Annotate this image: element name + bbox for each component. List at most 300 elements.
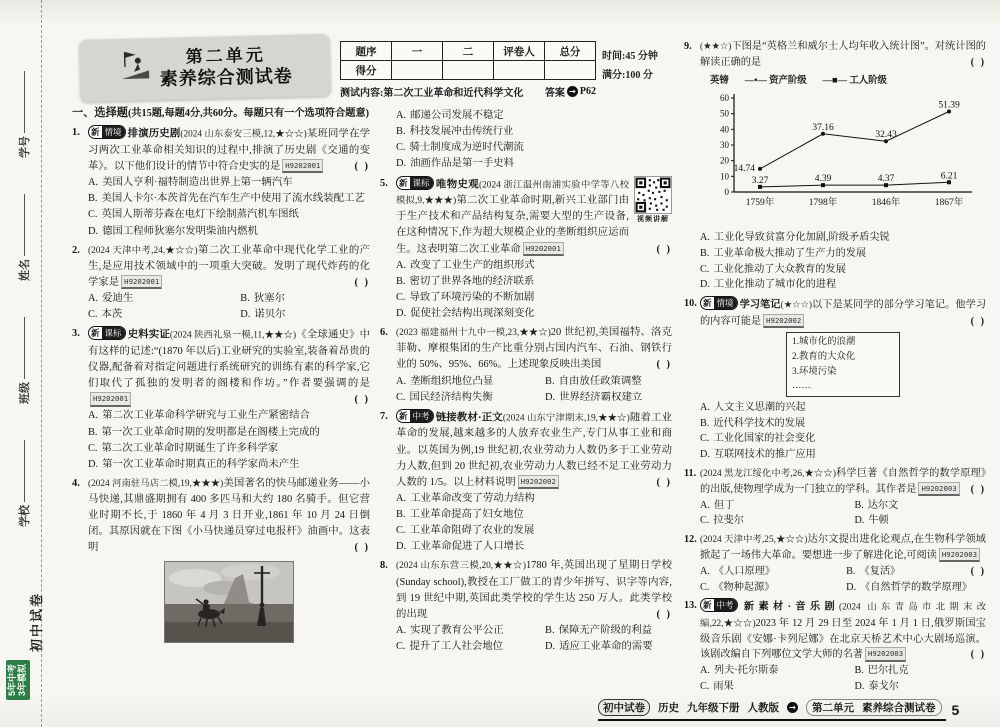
option-text: 改变了工业生产的组织形式 — [410, 259, 535, 271]
option-item — [396, 491, 672, 507]
option-item — [545, 374, 672, 390]
question-stem-text: 第二次工业革命时期,新兴工业部门由于生产技术和产品结构复杂,需要大型的生产设备,在这种情况下,作为超大规模企业的垄断组织应运而生。这表明第二次工业革命 — [396, 195, 629, 255]
question-body — [396, 558, 672, 655]
answer-bracket: ( ) — [970, 56, 986, 68]
option-item — [88, 408, 370, 424]
series-资产阶级 — [760, 112, 949, 169]
answer-bracket: ( ) — [354, 542, 370, 554]
option-text: 工业革命极大推动了生产力的发展 — [713, 247, 867, 259]
option-text: 保障无产阶级的利益 — [558, 624, 653, 636]
option-item — [396, 156, 672, 172]
option-text: 《物种起源》 — [713, 581, 775, 593]
option-text: 但丁 — [713, 499, 735, 511]
option-text: 油画作品是第一手史料 — [410, 158, 515, 170]
option-text: 邮递公司发展不稳定 — [410, 110, 504, 121]
option-label: A. — [700, 499, 710, 511]
question-stem-text: 达尔文提出进化论观点,在生物科学领域掀起了一场伟大革命。要想进一步了解进化论,可阅读 — [700, 534, 986, 562]
brand-line1: 5年中考 — [7, 663, 17, 696]
option-text: 第二次工业革命时期诞生了许多科学家 — [101, 442, 279, 454]
question-code-chip: H9202001 — [90, 392, 131, 406]
question-number: 3. — [72, 328, 80, 340]
question-stem — [88, 125, 370, 175]
svg-text:20: 20 — [720, 155, 729, 166]
question-number: 9. — [684, 41, 692, 52]
tag-badge-label: 中考 — [714, 599, 737, 611]
footer-edition: 人教版 — [747, 703, 779, 714]
option-label: C. — [88, 442, 98, 454]
chart-legend — [710, 74, 986, 89]
option-label: C. — [700, 515, 710, 527]
option-item — [396, 639, 545, 655]
option-text: 狄塞尔 — [253, 293, 285, 305]
option-label: C. — [396, 291, 406, 303]
unit-title-line1: 第二单元 — [185, 45, 266, 67]
option-item — [700, 246, 986, 262]
option-item — [700, 400, 986, 416]
question-source: (2024 陕西礼泉一模,11,★★☆) — [169, 330, 297, 341]
option-text: 拉斐尔 — [713, 515, 744, 527]
option-item — [88, 425, 370, 441]
option-label: D. — [854, 515, 865, 527]
option-label: C. — [700, 581, 710, 593]
question-number: 11. — [684, 467, 697, 479]
answer-bracket: ( ) — [354, 161, 370, 173]
tag-badge-label: 情境 — [714, 297, 737, 309]
option-label: B. — [396, 509, 406, 520]
option-label: C. — [396, 525, 406, 537]
question-stem — [396, 325, 672, 373]
question-item — [72, 243, 370, 324]
name-blank — [24, 194, 25, 256]
school-blank — [24, 440, 25, 502]
option-text: 工业化推动了城市化的进程 — [713, 279, 837, 291]
score-blank-cell — [443, 61, 494, 80]
column-3 — [684, 36, 986, 704]
banner-illustration-icon — [117, 48, 152, 92]
option-text: 人文主义思潮的兴起 — [713, 401, 806, 413]
option-item — [846, 580, 971, 596]
question-stem-text: 科学巨著《自然哲学的数学原理》的出版,使物理学成为一门独立的学科。其作者是 — [700, 467, 986, 495]
answer-bracket: ( ) — [354, 394, 370, 406]
tag-badge-label: 课标 — [102, 327, 125, 339]
unit-title-line2: 素养综合测试卷 — [159, 66, 293, 90]
tag-badge-prefix: 新 — [703, 298, 712, 309]
options-list — [396, 491, 672, 556]
content-note: 测试内容:第二次工业革命和近代科学文化 — [340, 88, 524, 99]
option-label: C. — [88, 309, 98, 321]
svg-text:51.39: 51.39 — [938, 100, 960, 111]
options-list — [396, 374, 672, 406]
option-item — [700, 262, 986, 278]
option-label: D. — [88, 458, 99, 470]
options-list — [88, 408, 370, 473]
question-item — [72, 326, 370, 473]
note-line: 3.环境污染 — [792, 366, 837, 377]
svg-text:6.21: 6.21 — [940, 171, 958, 182]
option-item — [396, 108, 672, 124]
tag-badge — [396, 409, 434, 423]
option-item — [88, 207, 370, 223]
question-number: 2. — [72, 244, 80, 256]
section-desc: (共15题,每题4分,共60分。每题只有一个选项符合题意) — [127, 108, 370, 119]
question-source: (★★☆) — [700, 42, 732, 52]
option-label: A. — [88, 293, 99, 305]
question-body — [88, 125, 370, 239]
question-item — [380, 409, 672, 556]
question-topic: 链接教材·正文 — [435, 412, 503, 424]
question-stem — [396, 176, 672, 258]
question-topic: 史料实证 — [127, 329, 170, 341]
question-topic: 排演历史剧 — [127, 128, 181, 140]
question-stem-text: 《全球通史》中有这样的记述:“(1870 年以后)工业研究的实验室,装备着昂贵的仪器,配备着对指定问题进行系统研究的训练有素的科学家,它们取代了孤独的发明者的阁楼和作坊。”作者要强调的是 — [88, 329, 370, 390]
score-header-cell: 总分 — [545, 42, 596, 61]
option-text: 第一次工业革命时期的发明都是在阁楼上完成的 — [101, 426, 320, 438]
option-item — [396, 124, 672, 140]
option-label: D. — [396, 158, 407, 170]
option-item — [854, 513, 986, 529]
qr-code — [634, 176, 672, 214]
question-code-chip: H9202003 — [865, 647, 906, 661]
question-topic: 新素材·音乐剧 — [739, 601, 839, 613]
option-label: B. — [545, 624, 555, 636]
option-item — [396, 523, 672, 539]
option-label: C. — [700, 433, 710, 445]
answer-label: 答案 — [544, 88, 565, 99]
options-list — [700, 400, 986, 463]
question-body — [396, 176, 672, 323]
option-item — [854, 663, 986, 679]
question-body — [88, 326, 370, 473]
option-text: 雨果 — [713, 681, 734, 693]
option-item — [545, 623, 672, 639]
option-text: 牛顿 — [868, 515, 889, 527]
option-item — [396, 390, 545, 406]
question-number: 5. — [380, 177, 388, 189]
question-stem — [396, 409, 672, 491]
footer-unit-pill — [806, 699, 942, 716]
tag-badge-label: 中考 — [410, 410, 433, 422]
option-item — [396, 623, 545, 639]
brand-logo-53 — [6, 660, 30, 700]
question-body — [700, 598, 986, 694]
option-text: 工业革命改变了劳动力结构 — [410, 492, 535, 504]
school-label: 学校 — [19, 505, 31, 527]
option-label: A. — [88, 177, 99, 189]
option-text: 列夫·托尔斯泰 — [713, 665, 779, 677]
tag-badge-prefix: 新 — [703, 600, 712, 611]
unit-title — [159, 44, 293, 91]
question-body — [396, 325, 672, 406]
time-box — [602, 47, 682, 85]
options-list — [88, 175, 370, 240]
options-list — [396, 258, 672, 323]
option-text: 科技发展冲击传统行业 — [409, 126, 514, 138]
option-label: B. — [88, 193, 98, 205]
brand-line2: 3年模拟 — [16, 663, 27, 696]
tag-badge — [396, 176, 434, 190]
option-text: 密切了世界各地的经济联系 — [409, 275, 535, 287]
option-label: B. — [700, 417, 710, 429]
question-item — [380, 176, 672, 323]
legend-item: —•— 资产阶级 — [744, 75, 807, 86]
option-item — [88, 307, 240, 323]
svg-text:30: 30 — [720, 140, 729, 151]
question-source: (2024 河南驻马店二模,19,★★★) — [88, 478, 224, 489]
option-item — [88, 191, 370, 207]
question-body — [88, 243, 370, 324]
question-stem-text: 1780 年,英国出现了星期日学校(Sunday school),教授在工厂做工的青少年拼写、识字等内容,到 19 世纪中期,英国此类学校的学生达 250 万人。此类学校的出现 — [396, 560, 672, 620]
option-text: 德国工程师狄塞尔发明柴油内燃机 — [102, 225, 258, 237]
question-number: 6. — [380, 327, 388, 339]
option-item — [545, 639, 672, 655]
tag-badge-label: 情境 — [102, 126, 125, 138]
question-source: (2024 山东东营三模,20,★★☆) — [396, 561, 526, 572]
question-stem — [88, 476, 370, 557]
svg-text:3.27: 3.27 — [751, 176, 769, 187]
question-body — [700, 532, 986, 595]
svg-text:14.74: 14.74 — [733, 164, 755, 175]
name-field — [16, 194, 32, 281]
question-stem-text: 美国著名的快马邮递业务——小马快递,其鼎盛期拥有 400 多匹马和大约 180 名骑手。但它营业时期不长,于 1860 年 4 月 3 日开业,1861 年 10 月 24 日倒闭。其原因就在下图《小马快递员穿过电报杆》油画中。这表明 — [88, 477, 370, 554]
question-stem-text: 第二次工业革命中现代化学工业的产生,是应用技术领域中的一项重大突破。发明了现代炸药的化学家是 — [88, 244, 370, 288]
question-stem-text: 以下是某同学的部分学习笔记。他学习的内容可能是 — [700, 299, 986, 327]
svg-text:1759年: 1759年 — [745, 198, 775, 209]
option-text: 《人口原理》 — [713, 565, 776, 577]
option-item — [88, 441, 370, 457]
question-item — [72, 125, 370, 239]
column-1 — [72, 105, 370, 703]
answer-bracket: ( ) — [656, 359, 672, 371]
option-text: 垄断组织地位凸显 — [410, 375, 494, 387]
question-code-chip: H9202003 — [939, 548, 980, 562]
unit-title-banner — [79, 34, 330, 102]
option-label: A. — [700, 232, 710, 244]
svg-text:37.16: 37.16 — [812, 122, 834, 133]
option-label: C. — [396, 391, 406, 403]
page-footer — [598, 699, 994, 721]
question-topic: 学习笔记 — [739, 299, 781, 311]
option-item — [88, 224, 370, 240]
question-item — [684, 532, 986, 595]
option-item — [545, 390, 672, 406]
option-item — [700, 498, 854, 514]
note-line: 1.城市化的浪潮 — [792, 337, 856, 348]
score-blank-cell — [494, 61, 545, 80]
question-stem — [396, 558, 672, 623]
option-text: 泰戈尔 — [868, 681, 899, 693]
option-item — [700, 513, 854, 529]
option-item — [240, 291, 370, 307]
svg-text:60: 60 — [720, 93, 729, 104]
tag-badge-prefix: 新 — [399, 410, 408, 421]
option-label: D. — [240, 309, 251, 321]
score-blank-cell — [545, 61, 596, 80]
tag-badge — [88, 125, 126, 139]
tag-badge — [700, 296, 738, 310]
question-number: 7. — [380, 410, 388, 422]
question-code-chip: H9202002 — [763, 314, 804, 328]
option-item — [88, 291, 240, 307]
question-stem-text: 20 世纪初,美国福特、洛克菲勒、摩根集团的生产比重分别占国内汽车、石油、钢铁行业的 50%、95%、66%。上述现象反映出美国 — [396, 327, 672, 371]
question-code-chip: H9202003 — [918, 482, 959, 496]
question-number: 10. — [684, 298, 697, 310]
option-text: 骑士制度成为逆时代潮流 — [409, 142, 524, 154]
pony-express-painting — [164, 561, 294, 643]
question-item — [684, 466, 986, 529]
option-text: 工业化导致贫富分化加剧,阶级矛盾尖锐 — [713, 232, 890, 244]
option-item — [700, 679, 854, 695]
options-list — [88, 291, 370, 323]
column-2 — [380, 105, 672, 703]
question-source: (2023 福建福州十九中一模,23,★★☆) — [396, 328, 551, 339]
question-source: (2024 天津中考,25,★☆☆) — [700, 535, 808, 546]
option-text: 美国人亨利·福特制造出世界上第一辆汽车 — [102, 177, 293, 189]
option-text: 世界经济霸权建立 — [559, 391, 643, 403]
question-source: (2024 天津中考,24,★☆☆) — [88, 245, 198, 256]
option-label: A. — [396, 492, 407, 504]
option-item — [396, 290, 672, 306]
score-box — [340, 41, 596, 99]
question-source: (2024 浙江温州南浦实验中学等八校模拟,9,★★★) — [396, 180, 629, 207]
question-number — [380, 108, 396, 173]
answer-bracket: ( ) — [656, 608, 672, 620]
answer-bracket: ( ) — [970, 649, 986, 661]
tag-badge — [700, 598, 738, 612]
tag-badge — [88, 326, 126, 340]
option-label: D. — [700, 279, 710, 291]
student-id-blank — [24, 71, 25, 133]
option-label: A. — [396, 110, 407, 121]
question-stem — [700, 39, 986, 71]
svg-text:4.39: 4.39 — [814, 174, 832, 185]
score-header-cell: 评卷人 — [494, 42, 545, 61]
question-topic: 唯物史观 — [435, 179, 480, 190]
option-label: B. — [854, 665, 864, 677]
question-stem-text: 随着工业革命的发展,越来越多的人放弃农业生产,专门从事工业和商业。以英国为例,19 世纪初,农业劳动力人数仍多于工业劳动力人数,但到 20 世纪初,农业劳动力人数已经不足工业劳动力人数的 1/5。以上材料说明 — [396, 412, 672, 488]
answer-arrow-icon — [567, 86, 578, 97]
question-code-chip: H9202002 — [518, 475, 559, 489]
question-item — [684, 39, 986, 293]
income-line-chart — [704, 88, 978, 222]
option-item — [700, 447, 986, 463]
option-label: B. — [700, 247, 710, 259]
option-item — [88, 457, 370, 473]
answer-bracket: ( ) — [354, 276, 370, 288]
question-item — [684, 296, 986, 463]
question-code-chip: H9202001 — [523, 242, 564, 256]
option-text: 适应工业革命的需要 — [559, 641, 653, 652]
option-text: 近代科学技术的发展 — [713, 417, 806, 429]
option-text: 工业化推动了大众教育的发展 — [713, 263, 846, 275]
option-text: 提升了工人社会地位 — [409, 641, 504, 652]
series-工人阶级 — [760, 182, 949, 187]
question-stem-text: 某班同学在学习两次工业革命相关知识的过程中,排演了历史剧《交通的变革》。以下他们设计的情节中符合史实的是 — [88, 128, 370, 173]
option-item — [396, 507, 672, 523]
question-number: 13. — [684, 600, 697, 612]
question-number: 8. — [380, 560, 388, 572]
svg-text:0: 0 — [724, 187, 729, 198]
option-text: 第一次工业革命时期真正的科学家尚未产生 — [102, 458, 300, 470]
question-body — [700, 296, 986, 463]
option-text: 《复活》 — [859, 565, 901, 577]
student-id-label: 学号 — [19, 136, 31, 158]
option-label: B. — [545, 375, 555, 387]
option-label: D. — [545, 391, 556, 403]
option-text: 诺贝尔 — [254, 309, 286, 321]
option-text: 本茨 — [101, 309, 123, 321]
option-item — [88, 175, 370, 191]
question-body — [88, 476, 370, 645]
option-label: B. — [88, 426, 98, 438]
answer-note — [545, 84, 596, 99]
question-item — [380, 325, 672, 406]
score-header-cell: 题序 — [341, 42, 392, 61]
score-header-cell: 二 — [443, 42, 494, 61]
options-list — [396, 108, 672, 173]
svg-text:50: 50 — [720, 108, 729, 119]
option-label: A. — [88, 410, 99, 422]
option-label: D. — [545, 641, 556, 652]
page-number: 5 — [951, 702, 960, 718]
class-label: 班级 — [19, 382, 31, 404]
question-code-chip: H9202001 — [121, 275, 162, 289]
option-item — [700, 230, 986, 246]
school-field — [16, 440, 32, 527]
option-label: D. — [396, 541, 407, 553]
answer-bracket: ( ) — [970, 315, 986, 327]
question-stem — [700, 598, 986, 663]
question-item — [72, 476, 370, 645]
option-label: D. — [700, 449, 710, 461]
answer-bracket: ( ) — [970, 483, 986, 495]
option-label: A. — [396, 259, 407, 271]
option-item — [396, 374, 545, 390]
question-item — [684, 598, 986, 694]
option-item — [700, 580, 846, 596]
option-item — [240, 307, 370, 323]
time-note: 时间:45 分钟 — [602, 51, 658, 62]
note-line: …… — [792, 381, 811, 392]
class-blank — [24, 317, 25, 379]
rider-silhouette — [203, 599, 208, 604]
section-title: 一、选择题 — [72, 107, 128, 119]
question-number: 1. — [72, 127, 80, 139]
options-list — [700, 230, 986, 293]
option-label: A. — [700, 401, 710, 413]
footer-badge: 初中试卷 — [598, 699, 650, 716]
question-stem — [700, 466, 986, 498]
footer-subject: 历史 — [658, 703, 679, 714]
svg-text:40: 40 — [720, 124, 729, 135]
question-number: 12. — [684, 534, 697, 546]
option-text: 实现了教育公平公正 — [410, 624, 504, 636]
svg-text:10: 10 — [720, 171, 729, 182]
option-label: C. — [700, 263, 710, 275]
answer-page: P62 — [579, 86, 596, 97]
footer-unit: 第二单元 — [812, 703, 854, 714]
option-text: 国民经济结构失衡 — [409, 391, 493, 403]
tag-badge-prefix: 新 — [91, 328, 100, 339]
question-item — [380, 558, 672, 655]
option-item — [396, 258, 672, 274]
option-item — [700, 663, 854, 679]
income-chart — [704, 74, 986, 228]
svg-text:32.43: 32.43 — [875, 130, 897, 141]
option-label: B. — [396, 275, 406, 287]
question-stem — [88, 326, 370, 408]
option-text: 工业化国家的社会变化 — [713, 433, 816, 445]
option-item — [700, 564, 846, 580]
